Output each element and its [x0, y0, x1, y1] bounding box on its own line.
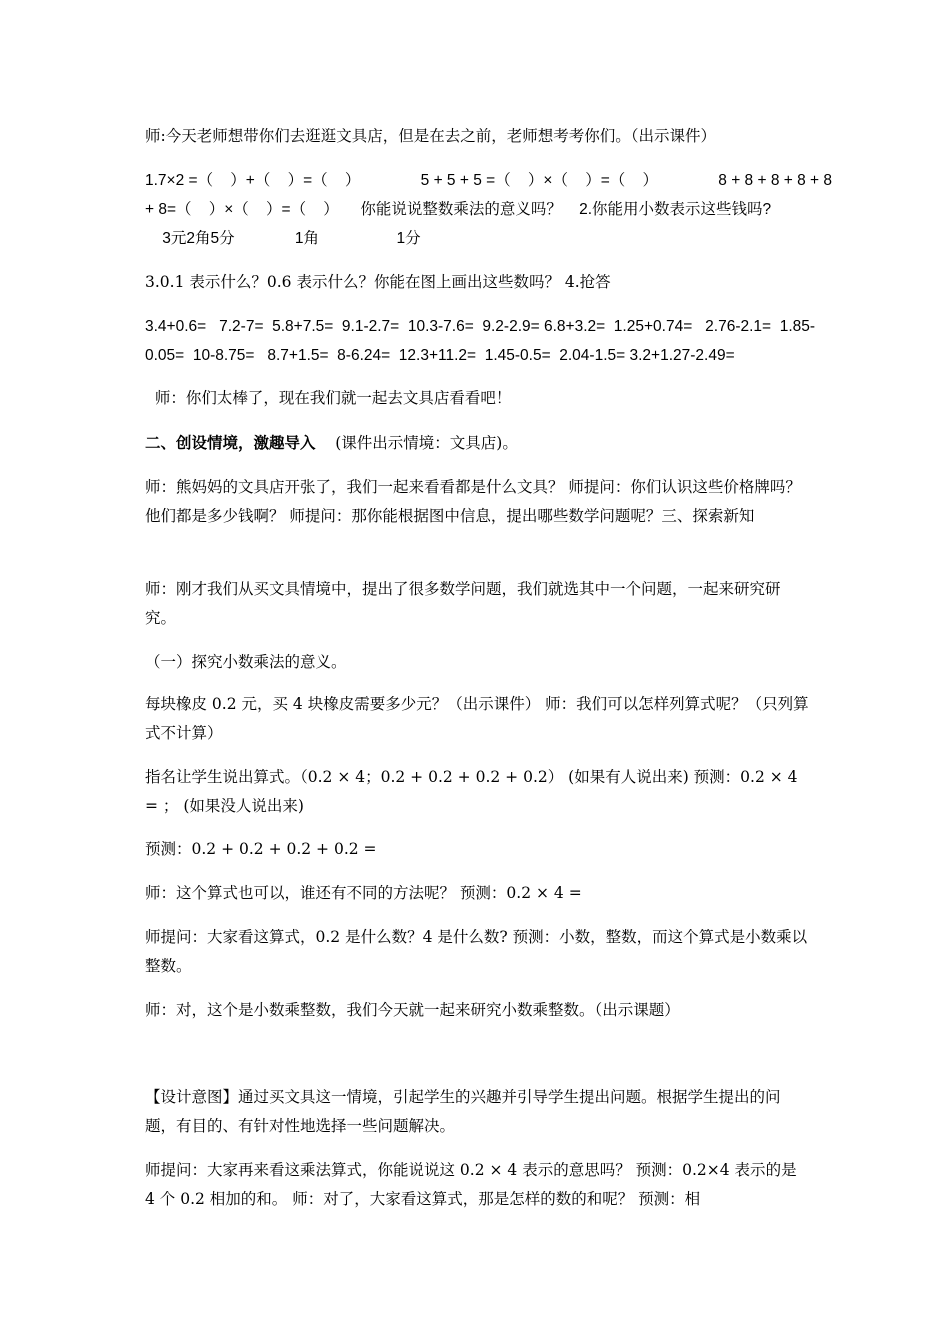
paragraph-quick-answer-line1: 3.4+0.6= 7.2-7= 5.8+7.5= 9.1-2.7= 10.3-7.6= 9.2-2.9= 6.8+3.2= 1.25+0.74= 2.76-2.1= 1.85- — [145, 318, 816, 335]
paragraph-student-expression: 指名让学生说出算式。（0.2 × 4；0.2 + 0.2 + 0.2 + 0.2） (如果有人说出来) 预测：0.2 × 4 = ； (如果没人说出来) — [145, 768, 798, 815]
paragraph-multiplication-review-line2: + 8=（ ）×（ ）=（ ） 你能说说整数乘法的意义吗？ 2.你能用小数表示这些钱吗? — [145, 201, 772, 218]
paragraph-multiplication-review-line1: 1.7×2 =（ ）+（ ）=（ ） 5 + 5 + 5 =（ ）×（ ）=（ ） 8 + 8 + 8 + 8 + 8 — [145, 172, 833, 189]
paragraph-number-types: 师提问：大家看这算式，0.2 是什么数？4 是什么数? 预测：小数，整数，而这个算式是小数乘以整数。 — [145, 928, 808, 975]
subsection-heading-meaning: （一）探究小数乘法的意义。 — [145, 653, 347, 671]
paragraph-decimal-question: 3.0.1 表示什么？0.6 表示什么？你能在图上画出这些数吗？ 4.抢答 — [145, 273, 611, 291]
paragraph-other-methods: 师：这个算式也可以，谁还有不同的方法呢？ 预测：0.2 × 4 = — [145, 884, 582, 902]
paragraph-eraser-problem: 每块橡皮 0.2 元，买 4 块橡皮需要多少元？（出示课件） 师：我们可以怎样列算式呢？（只列算式不计算） — [145, 695, 809, 742]
paragraph-praise: 师：你们太棒了，现在我们就一起去文具店看看吧！ — [145, 389, 512, 407]
paragraph-design-intent: 【设计意图】通过买文具这一情境，引起学生的兴趣并引导学生提出问题。根据学生提出的问题，有目的、有针对性地选择一些问题解决。 — [145, 1088, 781, 1135]
paragraph-money-amounts: 3元2角5分 1角 1分 — [145, 230, 421, 247]
paragraph-prediction-addition: 预测：0.2 + 0.2 + 0.2 + 0.2 = — [145, 840, 377, 858]
paragraph-stationery-store: 师：熊妈妈的文具店开张了，我们一起来看看都是什么文具？ 师提问：你们认识这些价格牌吗？他们都是多少钱啊？ 师提问：那你能根据图中信息，提出哪些数学问题呢？三、探索新知 — [145, 478, 801, 525]
paragraph-choose-problem: 师：刚才我们从买文具情境中，提出了很多数学问题，我们就选其中一个问题，一起来研究研究。 — [145, 580, 781, 627]
section-heading-note: (课件出示情境：文具店)。 — [315, 434, 518, 452]
paragraph-intro: 师:今天老师想带你们去逛逛文具店，但是在去之前，老师想考考你们。（出示课件） — [145, 127, 716, 145]
paragraph-quick-answer-line2: 0.05= 10-8.75= 8.7+1.5= 8-6.24= 12.3+11.2= 1.45-0.5= 2.04-1.5= 3.2+1.27-2.49= — [145, 347, 735, 364]
paragraph-lesson-title: 师：对，这个是小数乘整数，我们今天就一起来研究小数乘整数。（出示课题） — [145, 1001, 680, 1019]
section-heading-scenario — [145, 428, 810, 458]
paragraph-meaning-discussion: 师提问：大家再来看这乘法算式，你能说说这 0.2 × 4 表示的意思吗？ 预测：0.2×4 表示的是 4 个 0.2 相加的和。 师：对了，大家看这算式，那是怎样的数的和呢？ 预测：相 — [145, 1161, 797, 1208]
section-heading-title: 二、创设情境，激趣导入 — [145, 433, 316, 452]
